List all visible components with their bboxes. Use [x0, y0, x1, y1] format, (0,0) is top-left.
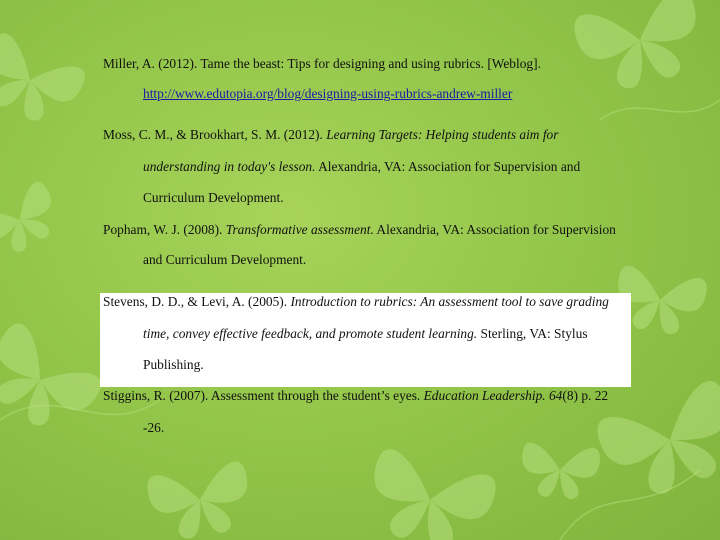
reference-moss-line-3: Curriculum Development.	[143, 190, 284, 205]
reference-moss-line-2: understanding in today's lesson. Alexandria, VA: Association for Supervision and	[143, 159, 581, 174]
edutopia-link[interactable]: http://www.edutopia.org/blog/designing-using-rubrics-andrew-miller	[143, 86, 513, 101]
reference-stiggins-line-1: Stiggins, R. (2007). Assessment through the student’s eyes. Education Leadership. 64(8) p. 22	[103, 388, 609, 403]
reference-stevens-line-2: time, convey effective feedback, and promote student learning. Sterling, VA: Stylus	[143, 326, 588, 341]
reference-popham-line-1: Popham, W. J. (2008). Transformative assessment. Alexandria, VA: Association for Supervision	[103, 222, 616, 237]
reference-miller-line-1: Miller, A. (2012). Tame the beast: Tips for designing and using rubrics. [Weblog].	[103, 56, 541, 71]
reference-stevens-line-1: Stevens, D. D., & Levi, A. (2005). Introduction to rubrics: An assessment tool to save grading	[103, 294, 609, 309]
reference-moss-line-1: Moss, C. M., & Brookhart, S. M. (2012). Learning Targets: Helping students aim for	[103, 127, 559, 142]
reference-stiggins-line-2: -26.	[143, 420, 165, 435]
reference-miller-url[interactable]	[143, 86, 512, 102]
reference-stevens-line-3: Publishing.	[143, 357, 204, 372]
reference-popham-line-2: and Curriculum Development.	[143, 252, 307, 267]
